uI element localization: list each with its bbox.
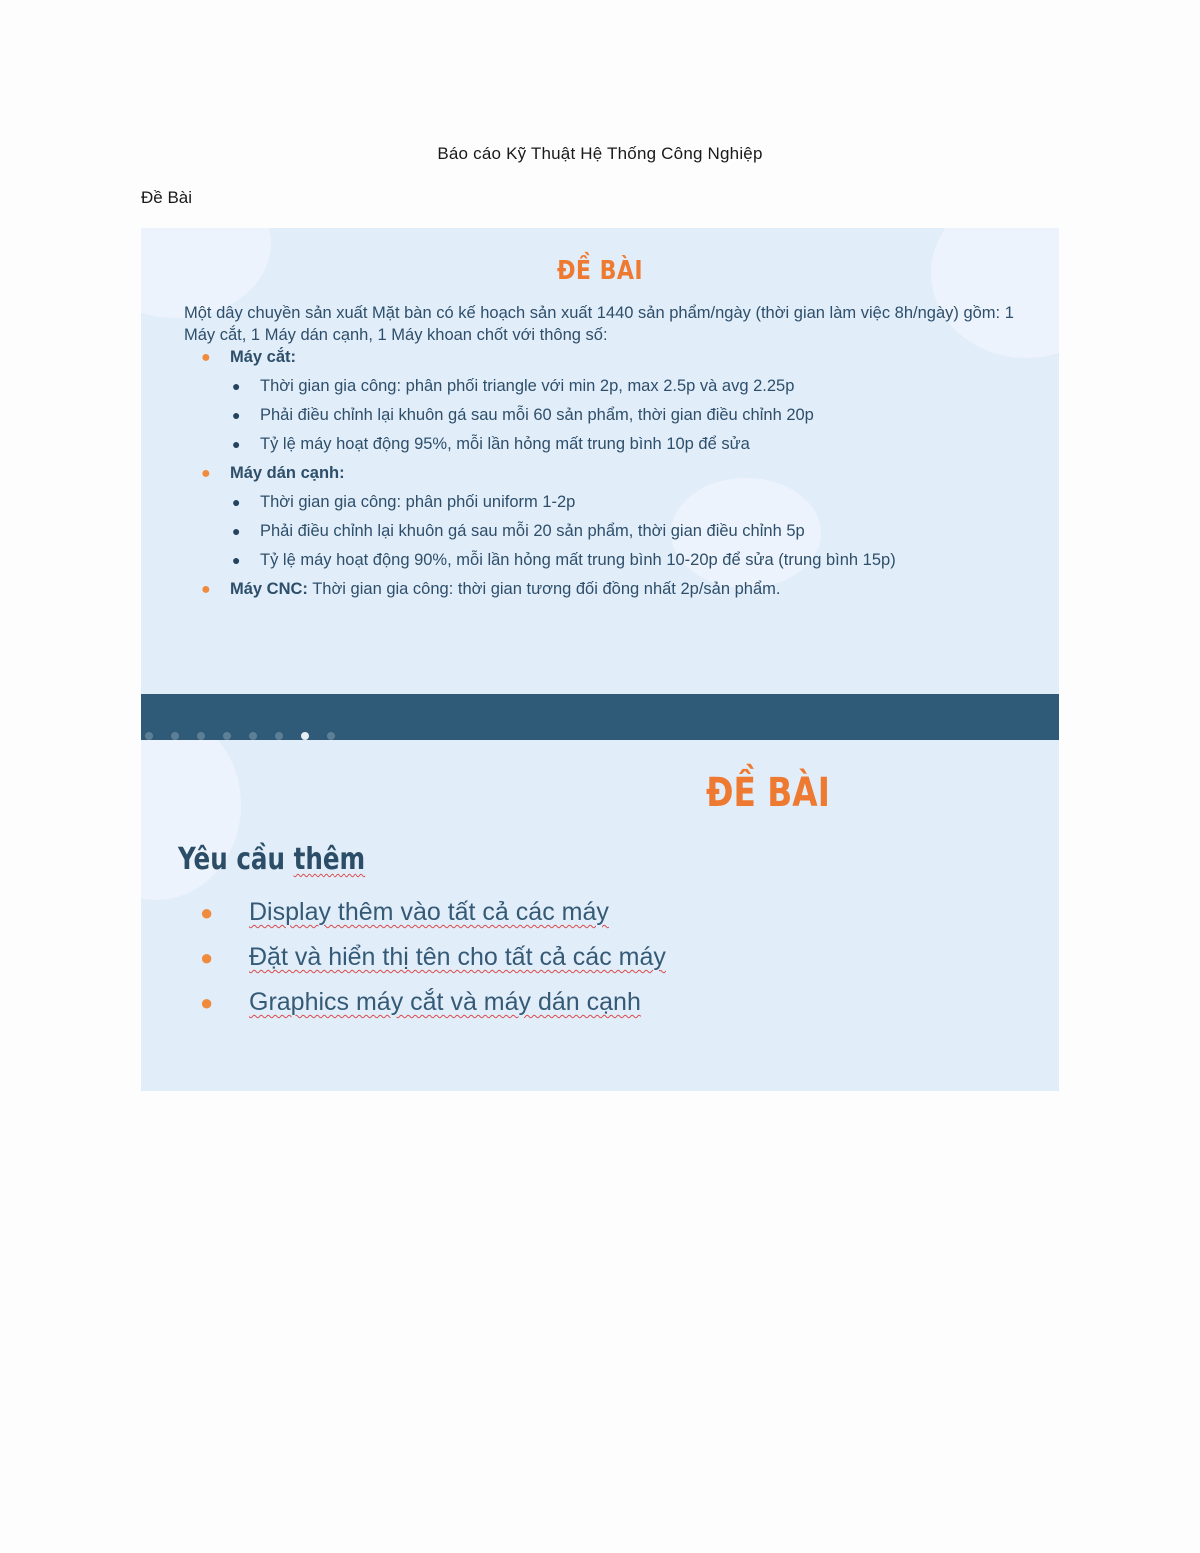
- machine-detail: Phải điều chỉnh lại khuôn gá sau mỗi 20 sản phẩm, thời gian điều chỉnh 5p: [260, 522, 805, 540]
- machine-detail: Thời gian gia công: phân phối uniform 1-2p: [260, 493, 576, 511]
- pen-icon[interactable]: [197, 732, 205, 740]
- bullet-icon: ●: [200, 945, 214, 970]
- subtitle-icon[interactable]: [275, 732, 283, 740]
- document-heading: Đề Bài: [141, 188, 193, 207]
- list-item: [200, 980, 666, 1025]
- document-title: Báo cáo Kỹ Thuật Hệ Thống Công Nghiệp: [437, 144, 763, 163]
- slide2-requirement-list: [200, 890, 666, 1025]
- bullet-icon: ●: [232, 552, 241, 568]
- slide1-title: ĐỀ BÀI: [556, 256, 644, 286]
- requirement-text: Đặt và hiển thị tên cho tất cả các máy: [249, 943, 666, 971]
- list-item: [201, 546, 1041, 575]
- slide-image-2: [141, 740, 1059, 1091]
- list-item: [201, 401, 1041, 430]
- slide1-intro: Một dây chuyền sản xuất Mặt bàn có kế hoạch sản xuất 1440 sản phẩm/ngày (thời gian làm việc 8h/ngày) gồm: 1 Máy cắt, 1 Máy dán cạnh, 1 Máy khoan chốt với thông số:: [184, 304, 1014, 344]
- bullet-icon: ●: [232, 494, 241, 510]
- machine-name: Máy cắt:: [230, 348, 297, 366]
- machine-detail: Phải điều chỉnh lại khuôn gá sau mỗi 60 sản phẩm, thời gian điều chỉnh 20p: [260, 406, 814, 424]
- machine-detail: Thời gian gia công: phân phối triangle với min 2p, max 2.5p và avg 2.25p: [260, 377, 795, 395]
- more-icon[interactable]: [327, 732, 335, 740]
- subtitle-text: Yêu cầu: [178, 842, 294, 877]
- list-item: [201, 343, 1041, 372]
- bullet-icon: ●: [232, 436, 241, 452]
- slide-image-1: [141, 228, 1059, 695]
- bullet-icon: ●: [201, 465, 211, 482]
- machine-name: Máy dán cạnh:: [230, 464, 345, 482]
- pointer-icon[interactable]: [301, 732, 309, 740]
- list-item: [200, 935, 666, 980]
- slide1-machine-list: [201, 343, 1041, 604]
- list-item: [201, 430, 1041, 459]
- machine-detail: Tỷ lệ máy hoạt động 95%, mỗi lần hỏng mất trung bình 10p để sửa: [260, 435, 750, 453]
- bullet-icon: ●: [200, 900, 214, 925]
- next-icon[interactable]: [171, 732, 179, 740]
- view-icon[interactable]: [223, 732, 231, 740]
- list-item: [201, 488, 1041, 517]
- bullet-icon: ●: [201, 349, 211, 366]
- prev-icon[interactable]: [145, 732, 153, 740]
- list-item: [200, 890, 666, 935]
- bullet-icon: ●: [232, 378, 241, 394]
- zoom-icon[interactable]: [249, 732, 257, 740]
- toolbar-controls: [145, 732, 335, 740]
- machine-name: Máy CNC:: [230, 580, 308, 598]
- bullet-icon: ●: [201, 581, 211, 598]
- machine-detail: Tỷ lệ máy hoạt động 90%, mỗi lần hỏng mất trung bình 10-20p để sửa (trung bình 15p): [260, 551, 896, 569]
- list-item: [201, 517, 1041, 546]
- list-item: [201, 459, 1041, 488]
- bullet-icon: ●: [232, 523, 241, 539]
- machine-detail: Thời gian gia công: thời gian tương đối đồng nhất 2p/sản phẩm.: [307, 580, 781, 598]
- requirement-text: Graphics máy cắt và máy dán cạnh: [249, 988, 641, 1016]
- list-item: [201, 575, 1041, 604]
- bullet-icon: ●: [200, 990, 214, 1015]
- requirement-text: Display thêm vào tất cả các máy: [249, 898, 609, 926]
- slideshow-toolbar: [141, 694, 1059, 741]
- bullet-icon: ●: [232, 407, 241, 423]
- subtitle-text: thêm: [293, 842, 366, 877]
- slide2-title: ĐỀ BÀI: [706, 770, 830, 816]
- slide2-subtitle: [178, 842, 365, 877]
- list-item: [201, 372, 1041, 401]
